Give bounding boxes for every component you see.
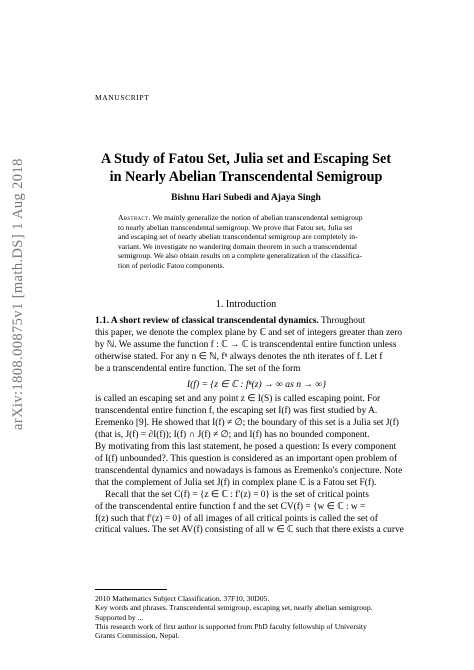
- running-header: MANUSCRIPT: [95, 93, 150, 102]
- body-line: critical values. The set AV(f) consisting of all w ∈ ℂ such that there exists a curve: [95, 525, 404, 536]
- body-text-fragment: Throughout: [320, 316, 366, 326]
- body-line: otherwise stated. For any n ∈ ℕ, fⁿ always denotes the nth iterates of f. Let f: [95, 351, 383, 362]
- abstract-label: Abstract.: [118, 213, 151, 222]
- abstract-line: to nearly abelian transcendental semigroup. We prove that Fatou set, Julia set: [118, 222, 353, 232]
- display-equation: I(f) = {z ∈ ℂ : fⁿ(z) → ∞ as n → ∞}: [186, 378, 327, 390]
- abstract-line: [118, 213, 374, 223]
- footnote-line: Key words and phrases. Transcendental semigroup, escaping set, nearly abelian semigroup.: [95, 603, 373, 613]
- title-line: A Study of Fatou Set, Julia set and Escaping Set: [100, 151, 392, 167]
- body-line: By motivating from this last statement, he posed a question: Is every component: [95, 442, 397, 453]
- abstract-line: and escaping set of nearly abelian transcendental semigroup are completely in-: [118, 232, 358, 242]
- subsection-heading: 1.1. A short review of classical transcendental dynamics.: [95, 316, 319, 326]
- body-line: that the complement of Julia set J(f) in complex plane ℂ is a Fatou set F(f).: [95, 477, 377, 488]
- abstract-line: tion of periodic Fatou components.: [118, 260, 225, 270]
- body-line: Eremenko [9]. He showed that I(f) ≠ ∅; the boundary of this set is a Julia set J(f): [95, 418, 399, 429]
- body-line: transcendental dynamics and nowadays is famous as Eremenko's conjecture. Note: [95, 465, 403, 476]
- footnotes: [95, 594, 418, 640]
- body-line: this paper, we denote the complex plane by ℂ and set of integers greater than zero: [95, 327, 403, 338]
- footnote-line: Supported by ...: [95, 612, 144, 622]
- abstract-text: We mainly generalize the notion of abelian transcendental semigroup: [152, 213, 363, 222]
- body-line: by ℕ. We assume the function f : ℂ → ℂ is transcendental entire function unless: [95, 339, 397, 350]
- arxiv-identifier[interactable]: arXiv:1808.00875v1 [math.DS] 1 Aug 2018: [10, 158, 26, 430]
- footnote-line: This research work of first author is supported from PhD faculty fellowship of University: [95, 621, 367, 631]
- body-line: be a transcendental entire function. The set of the form: [95, 363, 301, 374]
- section-heading: 1. Introduction: [215, 299, 277, 310]
- footnote-line: 2010 Mathematics Subject Classification. 37F10, 30D05.: [95, 594, 270, 603]
- abstract-line: semigroup. We also obtain results on a complete generalization of the classifica-: [118, 251, 362, 261]
- body-line: of the transcendental entire function f and the set CV(f) = {w ∈ ℂ : w =: [95, 501, 366, 512]
- footnote-line: Grants Commission, Nepal.: [95, 631, 180, 641]
- body-line: Recall that the set C(f) = {z ∈ ℂ : f′(z) = 0} is the set of critical points: [105, 489, 369, 500]
- body-line: is called an escaping set and any point z ∈ I(S) is called escaping point. For: [95, 394, 381, 405]
- paper-authors: Bishnu Hari Subedi and Ajaya Singh: [171, 193, 321, 203]
- abstract-line: variant. We investigate no wandering domain theorem in such a transcendental: [118, 241, 358, 251]
- body-line: transcendental entire function f, the escaping set I(f) was first studied by A.: [95, 406, 378, 417]
- title-line: in Nearly Abelian Transcendental Semigroup: [109, 169, 383, 185]
- body-line: (that is, J(f) = ∂I(f)); I(f) ∩ J(f) ≠ ∅; and I(f) has no bounded component.: [95, 430, 370, 441]
- body-line: of I(f) unbounded?. This question is considered as an important open problem of: [95, 453, 398, 464]
- footnote-rule: [95, 589, 167, 590]
- body-line: [95, 316, 418, 328]
- body-text: [95, 316, 418, 537]
- abstract: [118, 213, 374, 271]
- body-line: f(z) such that f′(z) = 0} of all images of all critical points is called the set of: [95, 513, 378, 524]
- paper-title: [75, 150, 417, 186]
